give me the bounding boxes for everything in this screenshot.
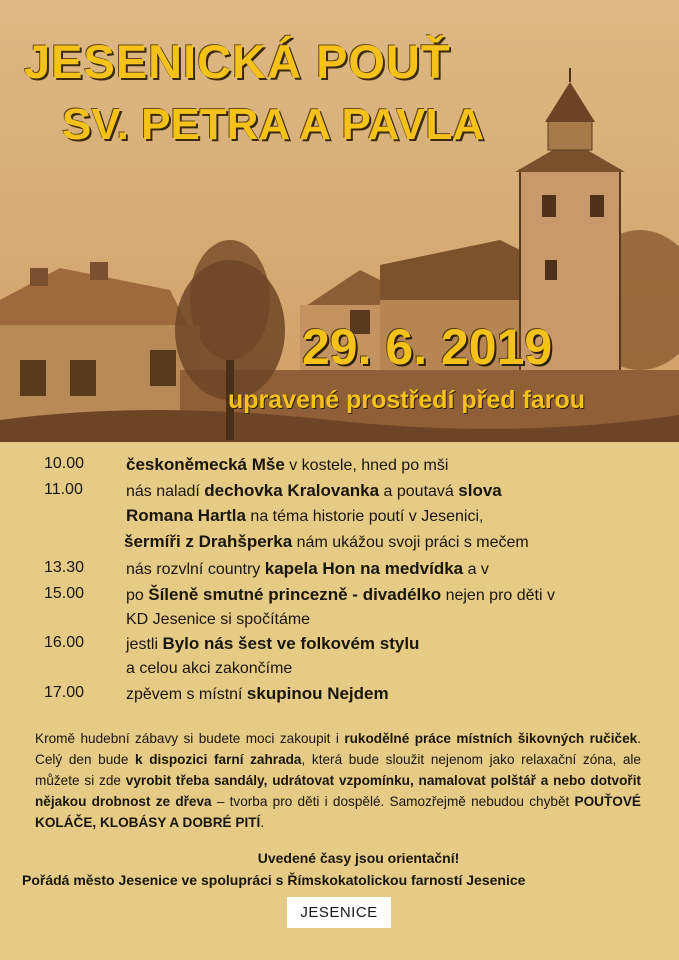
- schedule-time: 11.00: [44, 481, 83, 498]
- schedule-activity-line: [126, 455, 448, 475]
- paragraph-text: – tvorba pro děti i dospělé. Samozřejmě nebudou chybět: [211, 794, 575, 809]
- times-note: Uvedené časy jsou orientační!: [257, 850, 460, 866]
- highlight-text: Šíleně smutné princezně - divadélko: [148, 585, 442, 604]
- highlight-text: Bylo nás šest ve folkovém stylu: [162, 634, 420, 653]
- schedule-activity-line: [126, 559, 489, 579]
- paragraph-text: .: [260, 815, 265, 830]
- schedule-activity-line: [126, 506, 483, 526]
- activity-text: nám ukážou svoji práci s mečem: [292, 534, 529, 551]
- organizer-note: Pořádá město Jesenice ve spolupráci s Římskokatolickou farností Jesenice: [22, 872, 526, 888]
- highlight-text: k dispozici farní zahrada: [135, 752, 302, 767]
- highlight-text: českoněmecká Mše: [126, 455, 285, 474]
- highlight-text: vyrobit třeba sandály, udrátovat vzpomínku, namalovat polštář a nebo dotvořit nějakou drobnost ze dřeva: [35, 773, 641, 809]
- highlight-text: POUŤOVÉ KOLÁČE, KLOBÁSY A DOBRÉ PITÍ: [35, 794, 641, 830]
- schedule-activity-line: [126, 634, 419, 654]
- schedule-time: 10.00: [44, 455, 85, 472]
- activity-text: a poutavá: [379, 483, 459, 500]
- highlight-text: dechovka Kralovanka: [204, 481, 380, 500]
- highlight-text: skupinou Nejdem: [246, 684, 389, 703]
- paragraph-text: , která bude sloužit nejenom jako relaxační zóna, ale můžete si zde: [35, 752, 641, 788]
- schedule-activity-line: [126, 585, 555, 605]
- activity-text: na téma historie poutí v Jesenici,: [245, 508, 484, 525]
- paragraph-text: . Celý den bude: [35, 731, 641, 767]
- activity-text: nás rozvlní country: [126, 561, 265, 578]
- highlight-text: Romana Hartla: [126, 506, 246, 525]
- jesenice-logo: [287, 897, 391, 928]
- activity-text: v kostele, hned po mši: [284, 457, 449, 474]
- schedule-activity-line: [126, 660, 292, 678]
- event-venue: upravené prostředí před farou: [228, 386, 586, 414]
- event-subtitle: SV. PETRA A PAVLA: [62, 100, 485, 149]
- activity-text: nás naladí: [126, 483, 205, 500]
- activity-text: jestli: [126, 636, 163, 653]
- activity-text: po: [126, 587, 149, 604]
- activity-text: a celou akci zakončíme: [126, 660, 293, 677]
- schedule-time: 15.00: [44, 585, 85, 602]
- schedule-time: 13.30: [44, 559, 85, 576]
- activity-text: a v: [463, 561, 489, 578]
- event-title: JESENICKÁ POUŤ: [24, 35, 451, 88]
- schedule-time: 17.00: [44, 684, 85, 701]
- logo-text: JESENICE: [300, 904, 378, 921]
- description-paragraph: [35, 728, 641, 833]
- schedule-activity-line: [126, 611, 310, 629]
- church-photo: [0, 0, 679, 442]
- event-date: 29. 6. 2019: [302, 319, 553, 375]
- schedule-activity-line: [126, 481, 502, 501]
- activity-text: nejen pro děti v: [441, 587, 555, 604]
- highlight-text: kapela Hon na medvídka: [264, 559, 464, 578]
- highlight-text: slova: [458, 481, 502, 500]
- schedule-activity-line: [126, 684, 389, 704]
- highlight-text: rukodělné práce místních šikovných ručiček: [344, 731, 638, 746]
- activity-text: zpěvem s místní: [126, 686, 247, 703]
- paragraph-text: Kromě hudební zábavy si budete moci zakoupit i: [35, 731, 345, 746]
- highlight-text: šermíři z Drahšperka: [124, 532, 293, 551]
- schedule-activity-line: [124, 532, 529, 552]
- schedule-time: 16.00: [44, 634, 85, 651]
- activity-text: KD Jesenice si spočítáme: [126, 611, 311, 628]
